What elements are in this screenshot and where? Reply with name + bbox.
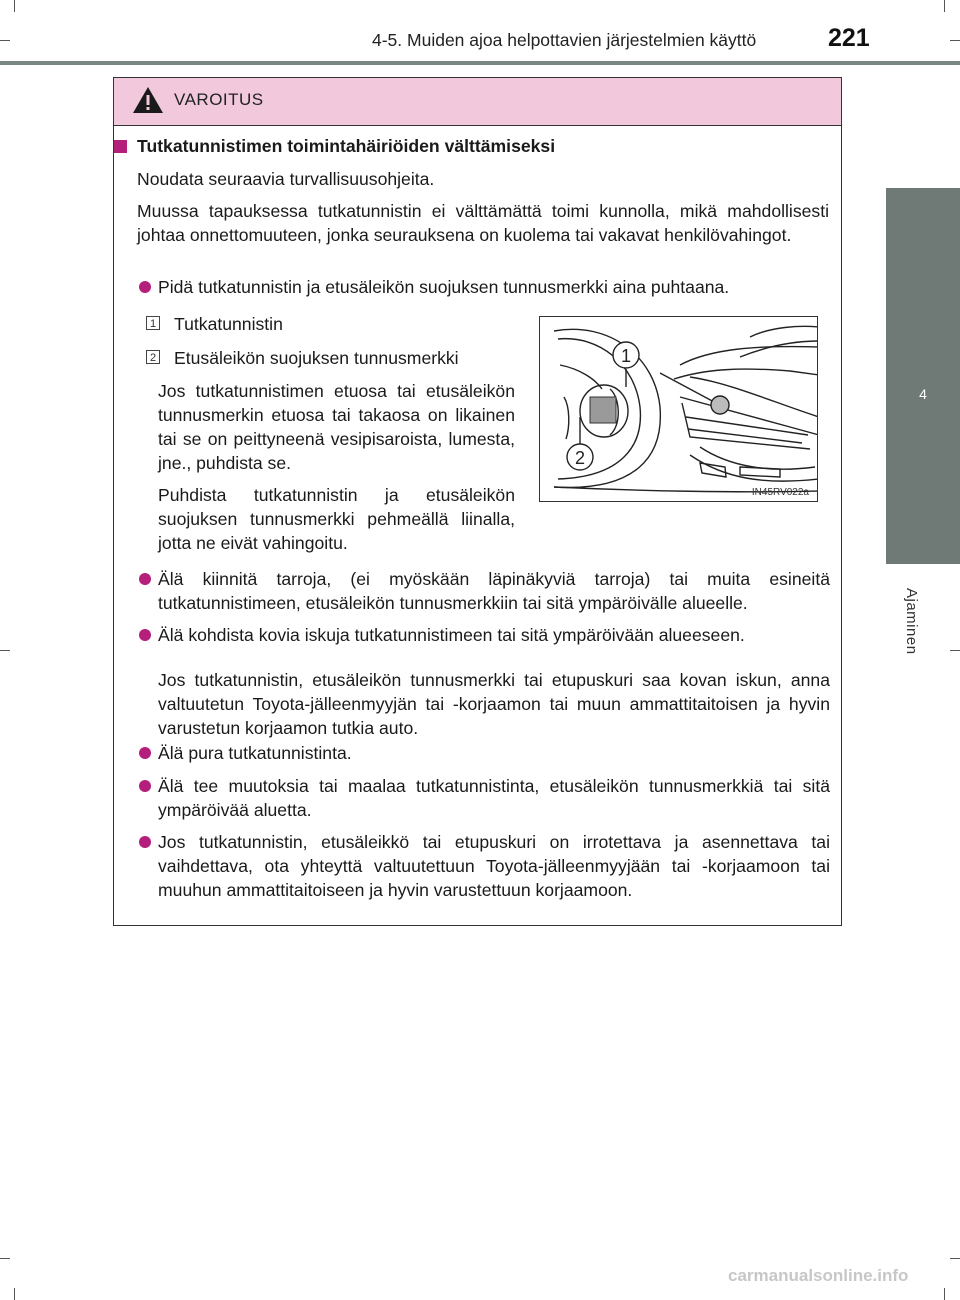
bullet-text: Älä pura tutkatunnistinta. [158,743,352,763]
warning-label: VAROITUS [174,90,264,109]
section-title: Tutkatunnistimen toimintahäiriöiden välttämiseksi [137,136,556,156]
bullet-text: Älä kiinnitä tarroja, (ei myöskään läpinäkyviä tarroja) tai muita esineitä tutkatunnistimeen, etusäleikön tunnusmerkkiin tai sitä ympäröivälle alueelle. [158,569,830,613]
chapter-number: 4 [919,386,927,402]
callout-2-marker: 2 [146,350,160,364]
bullet-text: Älä kohdista kovia iskuja tutkatunnistimeen tai sitä ympäröivään alueeseen. [158,625,745,645]
bullet-dot-icon [139,629,151,641]
crop-mark [950,40,960,41]
callout-2-label: Etusäleikön suojuksen tunnusmerkki [174,348,459,368]
crop-mark [950,650,960,651]
bullet-dot-icon [139,836,151,848]
header-rule [0,61,960,65]
intro-text-1: Noudata seuraavia turvallisuusohjeita. [137,169,435,189]
header-section-title: 4-5. Muiden ajoa helpottavien järjestelmien käyttö [372,30,757,50]
crop-mark [0,40,10,41]
svg-text:2: 2 [574,448,586,468]
crop-mark [0,1258,10,1259]
radar-sensor-illustration [539,316,818,502]
callout-1-label: Tutkatunnistin [174,314,283,334]
warning-header [114,78,841,126]
crop-mark [0,650,10,651]
figure-code: IN45RV022a [751,487,809,498]
clean-note-2: Puhdista tutkatunnistin ja etusäleikön suojuksen tunnusmerkki pehmeällä liinalla, jotta ne eivät vahingoitu. [158,485,515,553]
chapter-tab[interactable] [886,188,960,564]
crop-mark [944,1288,945,1300]
page-number: 221 [828,24,870,52]
watermark: carmanualsonline.info [728,1266,909,1285]
clean-note-1: Jos tutkatunnistimen etuosa tai etusäleikön tunnusmerkin etuosa tai takaosa on likainen tai se on peittyneenä vesipisaroista, lumesta, jne., puhdista se. [158,381,515,473]
section-square-icon [114,140,127,153]
bullet-text-continued: Jos tutkatunnistin, etusäleikön tunnusmerkki tai etupuskuri saa kovan iskun, anna valtuutetun Toyota-jälleenmyyjän tai -korjaamon tai muun ammattitaitoisen ja hyvin varustetun korjaamon tutkia auto. [158,670,830,738]
bullet-dot-icon [139,281,151,293]
bullet-dot-icon [139,747,151,759]
warning-triangle-icon [132,86,164,114]
chapter-label: Ajaminen [903,588,920,655]
bullet-text: Jos tutkatunnistin, etusäleikkö tai etupuskuri on irrotettava ja asennettava tai vaihdettava, ota yhteyttä valtuutettuun Toyota-jälleenmyyjään tai -korjaamoon tai muuhun ammattitaitoiseen ja hyvin varustettuun korjaamoon. [158,832,830,900]
callout-1-marker: 1 [146,316,160,330]
bullet-text: Älä tee muutoksia tai maalaa tutkatunnistinta, etusäleikön tunnusmerkkiä tai sitä ympäröivää aluetta. [158,776,830,820]
crop-mark [14,0,15,12]
bullet-dot-icon [139,573,151,585]
crop-mark [950,1258,960,1259]
svg-text:1: 1 [620,346,632,366]
intro-text-2: Muussa tapauksessa tutkatunnistin ei välttämättä toimi kunnolla, mikä mahdollisesti johtaa onnettomuuteen, jonka seurauksena on kuolema tai vakavat henkilövahingot. [137,201,829,245]
crop-mark [14,1288,15,1300]
car-front-drawing [540,317,818,502]
bullet-dot-icon [139,780,151,792]
crop-mark [944,0,945,12]
bullet-text: Pidä tutkatunnistin ja etusäleikön suojuksen tunnusmerkki aina puhtaana. [158,277,730,297]
